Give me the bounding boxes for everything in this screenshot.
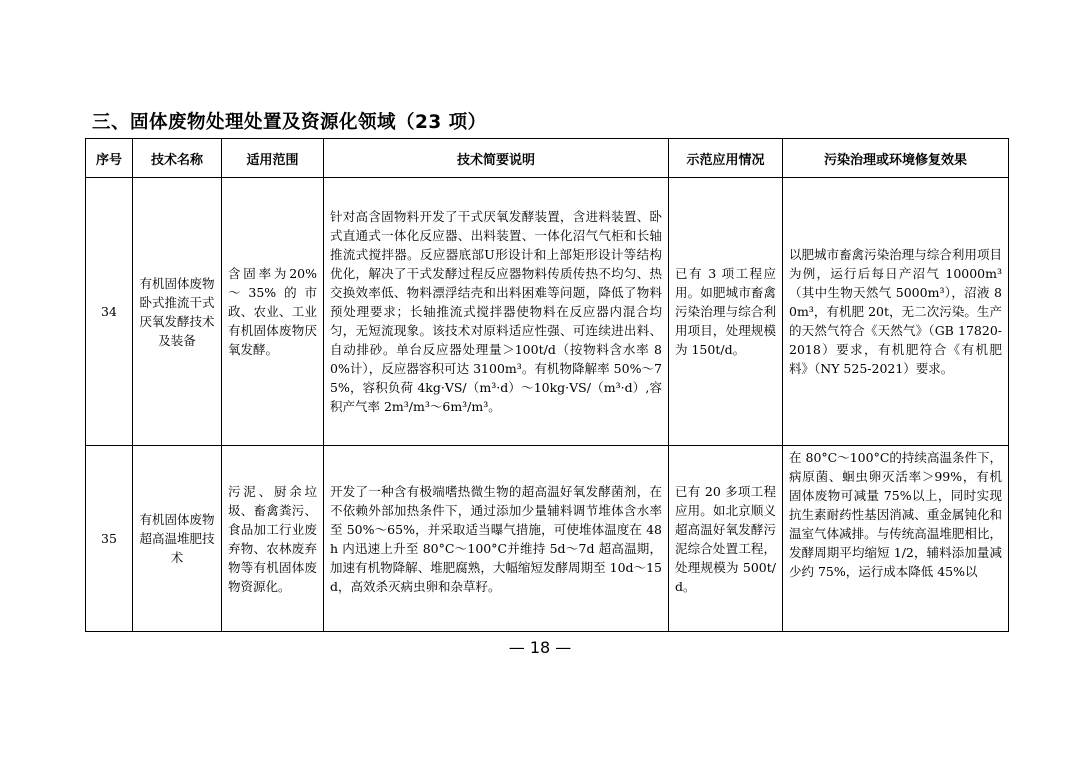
- header-no: 序号: [86, 139, 133, 178]
- row-name: 有机固体废物超高温堆肥技术: [139, 512, 215, 565]
- row-no: 35: [86, 446, 133, 632]
- row-name-cell: [133, 178, 222, 446]
- row-effect: 在 80°C～100°C的持续高温条件下，病原菌、蛔虫卵灭活率＞99%，有机固体废物可减量 75%以上，同时实现抗生素耐药性基因消减、重金属钝化和温室气体减排。与传统高温堆肥相比，发酵周期平均缩短 1/2，辅料添加量减少约 75%，运行成本降低 45%以: [789, 450, 1002, 579]
- row-application: 已有 3 项工程应用。如肥城市畜禽污染治理与综合利用项目，处理规模为 150t/d。: [675, 266, 776, 357]
- section-title: 三、固体废物处理处置及资源化领域（23 项）: [92, 112, 487, 133]
- row-description-cell: [324, 178, 669, 446]
- table-row: [86, 446, 1009, 632]
- row-description-cell: [324, 446, 669, 632]
- header-name: 技术名称: [133, 139, 222, 178]
- row-scope: 含固率为20%～35%的市政、农业、工业有机固体废物厌氧发酵。: [228, 266, 317, 357]
- row-no: 34: [86, 178, 133, 446]
- table-header-row: [86, 139, 1009, 178]
- technology-table: [85, 138, 1009, 632]
- row-description: 开发了一种含有极端嗜热微生物的超高温好氧发酵菌剂，在不依赖外部加热条件下，通过添加少量辅料调节堆体含水率至 50%～65%，并采取适当曝气措施，可使堆体温度在 48h 内迅速上升至 80°C～100°C并维持 5d～7d 超高温期，加速有机物降解、堆肥腐熟，大幅缩短发酵周期至 10d～15d，高效杀灭病虫卵和杂草籽。: [330, 483, 662, 594]
- row-application-cell: [669, 178, 783, 446]
- row-effect: 以肥城市畜禽污染治理与综合利用项目为例，运行后每日产沼气 10000m³（其中生物天然气 5000m³），沼液 80m³，有机肥 20t，无二次污染。生产的天然气符合《天然气》（GB 17820-2018）要求，有机肥符合《有机肥料》（NY 525-2021）要求。: [789, 247, 1002, 376]
- header-effect: 污染治理或环境修复效果: [783, 139, 1009, 178]
- row-application-cell: [669, 446, 783, 632]
- row-description: 针对高含固物料开发了干式厌氧发酵装置，含进料装置、卧式直通式一体化反应器、出料装置、一体化沼气气柜和长轴推流式搅拌器。反应器底部U形设计和上部矩形设计等结构优化，解决了干式发酵过程反应器物料传质传热不均匀、热交换效率低、物料漂浮结壳和出料困难等问题，降低了物料预处理要求；长轴推流式搅拌器使物料在反应器内混合均匀，无短流现象。该技术对原料适应性强、可连续进出料、自动排砂。单台反应器处理量＞100t/d（按物料含水率 80%计），反应器容积可达 3100m³。有机物降解率 50%～75%，容积负荷 4kg·VS/（m³·d）～10kg·VS/（m³·d）,容积产气率 2m³/m³～6m³/m³。: [330, 209, 662, 414]
- table-row: [86, 178, 1009, 446]
- header-description: 技术简要说明: [324, 139, 669, 178]
- row-scope-cell: [222, 446, 324, 632]
- row-name: 有机固体废物卧式推流干式厌氧发酵技术及装备: [139, 275, 215, 348]
- row-name-cell: [133, 446, 222, 632]
- row-effect-cell: [783, 446, 1009, 632]
- row-application: 已有 20 多项工程应用。如北京顺义超高温好氧发酵污泥综合处置工程，处理规模为 500t/d。: [675, 483, 776, 594]
- header-scope: 适用范围: [222, 139, 324, 178]
- header-application: 示范应用情况: [669, 139, 783, 178]
- row-scope: 污泥、厨余垃圾、畜禽粪污、食品加工行业废弃物、农林废弃物等有机固体废物资源化。: [228, 483, 317, 594]
- row-effect-cell: [783, 178, 1009, 446]
- page-number: — 18 —: [508, 638, 572, 657]
- row-scope-cell: [222, 178, 324, 446]
